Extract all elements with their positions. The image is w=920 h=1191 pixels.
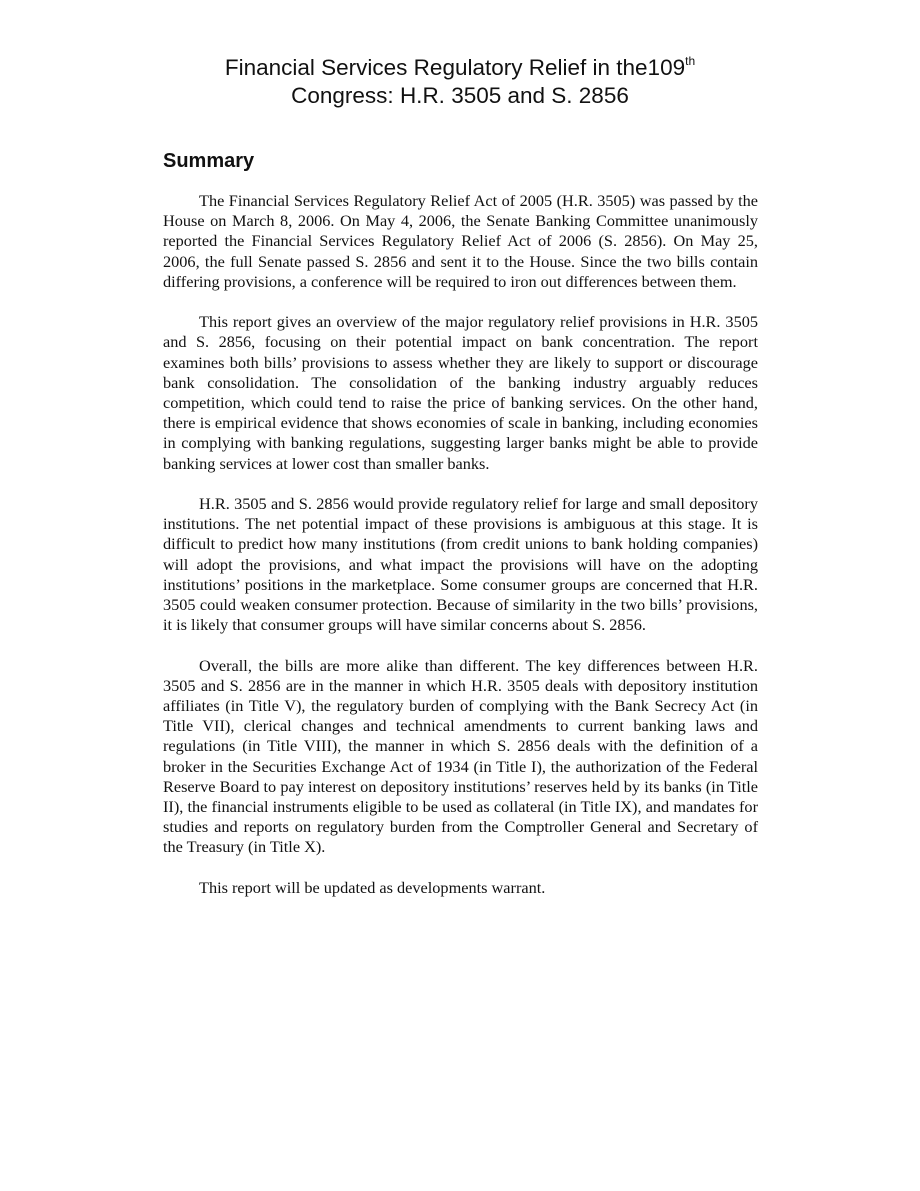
title-superscript: th <box>685 54 696 68</box>
title-line-1: Financial Services Regulatory Relief in the109 <box>224 55 686 80</box>
paragraph: The Financial Services Regulatory Relief Act of 2005 (H.R. 3505) was passed by the House on March 8, 2006. On May 4, 2006, the Senate Banking Committee unanimously reported the Financial Services Regulatory Relief Act of 2006 (S. 2856). On May 25, 2006, the full Senate passed S. 2856 and sent it to the House. Since the two bills contain differing provisions, a conference will be required to iron out differences between them. <box>163 191 758 291</box>
summary-body <box>163 191 758 898</box>
section-heading-summary: Summary <box>163 150 255 172</box>
paragraph: Overall, the bills are more alike than different. The key differences between H.R. 3505 and S. 2856 are in the manner in which H.R. 3505 deals with depository institution affiliates (in Title V), the regulatory burden of complying with the Bank Secrecy Act (in Title VII), clerical changes and technical amendments to current banking laws and regulations (in Title VIII), the manner in which S. 2856 deals with the definition of a broker in the Securities Exchange Act of 1934 (in Title I), the authorization of the Federal Reserve Board to pay interest on depository institutions’ reserves held by its banks (in Title II), the financial instruments eligible to be used as collateral (in Title IX), and mandates for studies and reports on regulatory burden from the Comptroller General and Secretary of the Treasury (in Title X). <box>163 655 758 857</box>
paragraph: This report gives an overview of the major regulatory relief provisions in H.R. 3505 and S. 2856, focusing on their potential impact on bank concentration. The report examines both bills’ provisions to assess whether they are likely to support or discourage bank consolidation. The consolidation of the banking industry arguably reduces competition, which could tend to raise the price of banking services. On the other hand, there is empirical evidence that shows economies of scale in banking, including economies in complying with banking regulations, suggesting larger banks might be able to provide banking services at lower cost than smaller banks. <box>163 312 758 473</box>
document-title <box>120 54 800 110</box>
paragraph: H.R. 3505 and S. 2856 would provide regulatory relief for large and small depository institutions. The net potential impact of these provisions is ambiguous at this stage. It is difficult to predict how many institutions (from credit unions to bank holding companies) will adopt the provisions, and what impact the provisions will have on the adopting institutions’ positions in the marketplace. Some consumer groups are concerned that H.R. 3505 could weaken consumer protection. Because of similarity in the two bills’ provisions, it is likely that consumer groups will have similar concerns about S. 2856. <box>163 494 758 635</box>
title-line-2: Congress: H.R. 3505 and S. 2856 <box>291 83 629 108</box>
paragraph: This report will be updated as developments warrant. <box>199 877 546 897</box>
